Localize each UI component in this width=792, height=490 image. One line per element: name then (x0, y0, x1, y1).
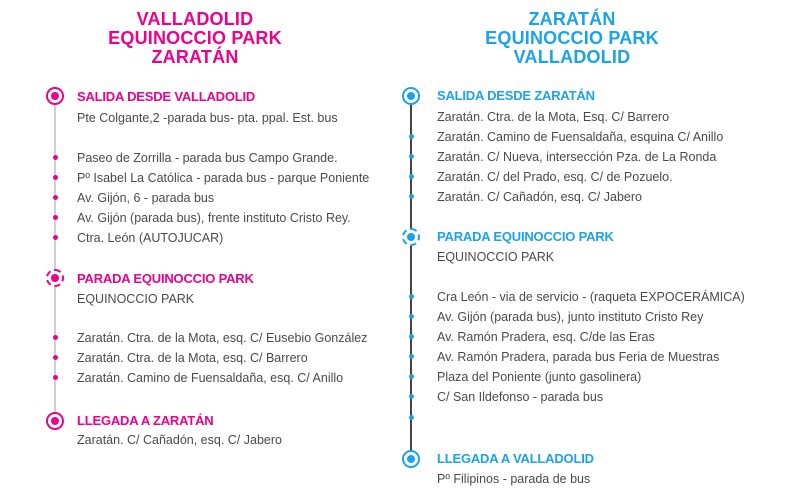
stop-item: Zaratán. Camino de Fuensaldaña, esquina C/ Anillo (437, 130, 724, 144)
route-title (0, 10, 393, 67)
stop-dot-icon (53, 335, 58, 340)
stop-item: Av. Gijón, 6 - parada bus (77, 191, 215, 205)
stop-dot-icon (409, 374, 414, 379)
stop-item: Av. Gijón (parada bus), frente instituto Cristo Rey. (77, 211, 351, 225)
section-heading: LLEGADA A ZARATÁN (77, 413, 214, 428)
stop-dot-icon (409, 294, 414, 299)
end-node-icon (46, 412, 64, 430)
stop-item: Plaza del Poniente (junto gasolinera) (437, 370, 642, 384)
stop-dot-icon (409, 314, 414, 319)
main-stop: EQUINOCCIO PARK (77, 292, 195, 306)
intermediate-node-icon (402, 228, 420, 246)
stop-dot-icon (409, 154, 414, 159)
stop-dot-icon (53, 175, 58, 180)
stop-item: Av. Ramón Pradera, esq. C/de las Eras (437, 330, 655, 344)
stop-item: Av. Gijón (parada bus), junto instituto Cristo Rey (437, 310, 704, 324)
stop-item: Zaratán. Ctra. de la Mota, esq. C/ Eusebio González (77, 331, 368, 345)
main-stop: Pte Colgante,2 -parada bus- pta. ppal. Est. bus (77, 111, 338, 125)
end-node-icon (402, 450, 420, 468)
stop-dot-icon (409, 354, 414, 359)
stop-dot-icon (53, 355, 58, 360)
title-line: EQUINOCCIO PARK (485, 28, 659, 48)
stop-dot-icon (409, 415, 414, 420)
main-stop: Zaratán. C/ Cañadón, esq. C/ Jabero (77, 433, 282, 447)
main-stop: EQUINOCCIO PARK (437, 250, 555, 264)
stop-item: Zaratán. Ctra. de la Mota, esq. C/ Barrero (77, 351, 308, 365)
stop-item: Zaratán. C/ Cañadón, esq. C/ Jabero (437, 190, 642, 204)
main-stop: Pº Filipinos - parada de bus (437, 472, 591, 486)
stop-dot-icon (409, 334, 414, 339)
stop-dot-icon (409, 394, 414, 399)
stop-item: Paseo de Zorrilla - parada bus Campo Grande. (77, 151, 338, 165)
stop-item: Cra León - via de servicio - (raqueta EXPOCERÁMICA) (437, 290, 745, 304)
stop-item: Ctra. León (AUTOJUCAR) (77, 231, 224, 245)
start-node-icon (46, 87, 64, 105)
start-node-icon (402, 87, 420, 105)
section-heading: PARADA EQUINOCCIO PARK (437, 229, 614, 244)
timeline-line (410, 98, 412, 458)
stop-item: Zaratán. C/ Nueva, intersección Pza. de La Ronda (437, 150, 717, 164)
title-line: VALLADOLID (136, 9, 254, 29)
stop-dot-icon (53, 375, 58, 380)
section-heading: PARADA EQUINOCCIO PARK (77, 271, 254, 286)
intermediate-node-icon (46, 269, 64, 287)
stop-dot-icon (409, 134, 414, 139)
stop-item: Zaratán. C/ del Prado, esq. C/ de Pozuelo. (437, 170, 673, 184)
stop-dot-icon (53, 155, 58, 160)
title-line: ZARATÁN (528, 9, 616, 29)
title-line: ZARATÁN (151, 47, 239, 67)
stop-dot-icon (53, 215, 58, 220)
stop-item: C/ San Ildefonso - parada bus (437, 390, 604, 404)
timeline-line (54, 98, 56, 420)
section-heading: SALIDA DESDE VALLADOLID (77, 89, 256, 104)
stop-item: Zaratán. Camino de Fuensaldaña, esq. C/ Anillo (77, 371, 344, 385)
main-stop: Zaratán. Ctra. de la Mota, Esq. C/ Barrero (437, 110, 670, 124)
stop-dot-icon (409, 174, 414, 179)
section-heading: SALIDA DESDE ZARATÁN (437, 88, 595, 103)
stop-item: Av. Ramón Pradera, parada bus Feria de Muestras (437, 350, 720, 364)
stop-dot-icon (409, 194, 414, 199)
route-title (374, 10, 770, 67)
stop-dot-icon (53, 235, 58, 240)
section-heading: LLEGADA A VALLADOLID (437, 451, 594, 466)
stop-item: Pº Isabel La Católica - parada bus - parque Poniente (77, 171, 370, 185)
title-line: EQUINOCCIO PARK (108, 28, 282, 48)
title-line: VALLADOLID (513, 47, 631, 67)
stop-dot-icon (53, 195, 58, 200)
